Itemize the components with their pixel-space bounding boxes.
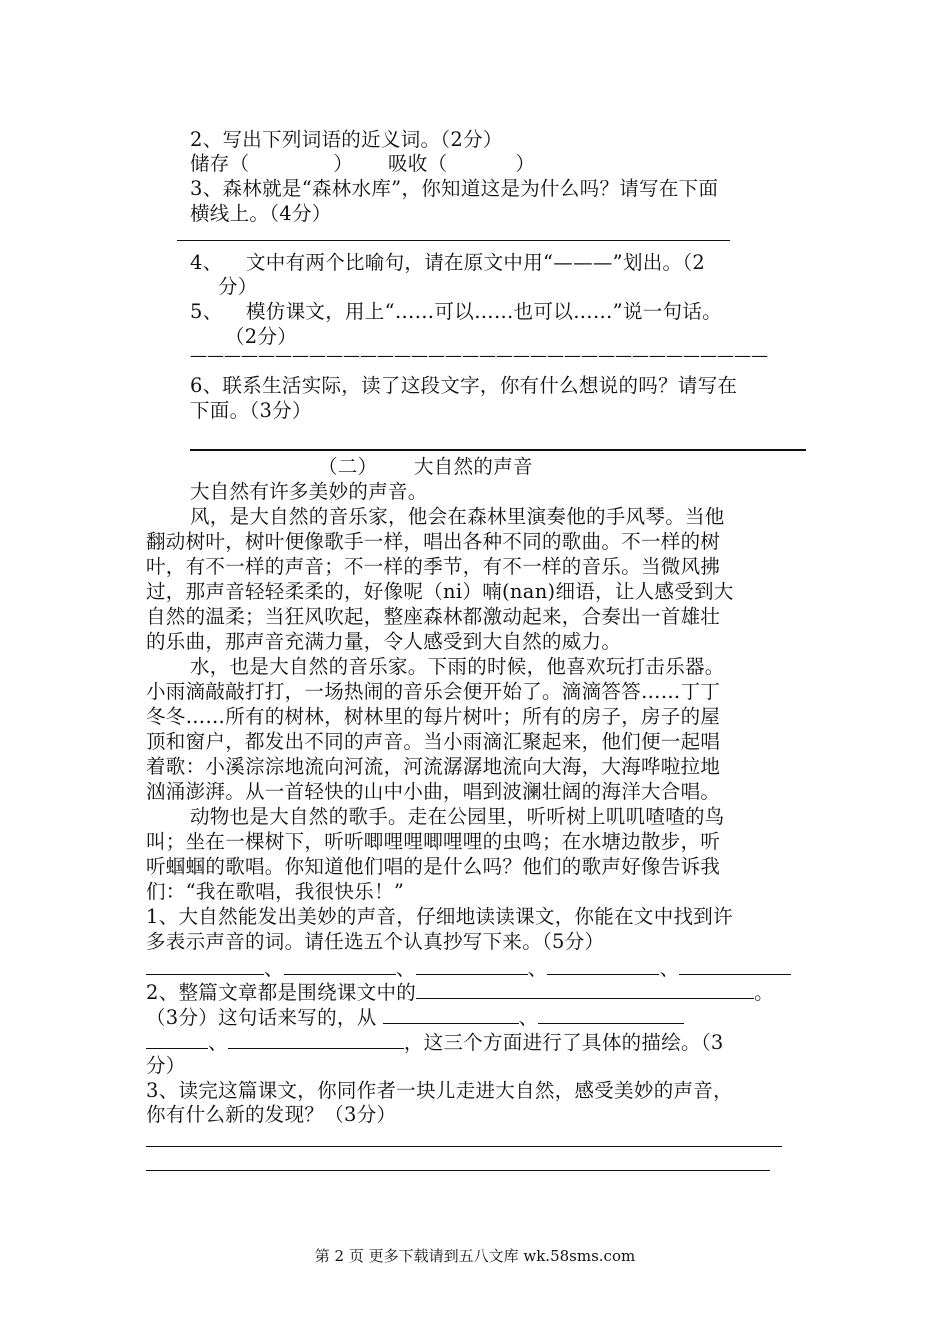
passage-line: 的乐曲，那声音充满力量，令人感受到大自然的威力。 [146, 630, 622, 653]
q2-word1 [190, 151, 353, 177]
q5-tail: （2分） [225, 325, 298, 348]
p2-q2-line3 [146, 1028, 724, 1056]
q2-close2: ） [515, 152, 536, 175]
separator: 、 [264, 957, 284, 980]
page-footer: 第 2 页 更多下载请到五八文库 wk.58sms.com [314, 1247, 636, 1265]
p2-q2-text: 2、整篇文章都是围绕课文中的 [146, 981, 417, 1004]
q3-answer-line[interactable] [177, 240, 730, 241]
passage-line: 大自然有许多美妙的声音。 [190, 480, 428, 503]
aspect-blank-2a[interactable] [538, 1003, 684, 1024]
p2-q1-line2: 多表示声音的词。请任选五个认真抄写下来。（5分） [146, 930, 605, 953]
p2-q2-text2: （3分）这句话来写的，从 [146, 1006, 377, 1029]
q3-line2: 横线上。（4分） [190, 202, 332, 225]
passage-line: 自然的温柔；当狂风吹起，整座森林都激动起来，合奏出一首雄壮 [146, 605, 721, 628]
passage-line: 动物也是大自然的歌手。走在公园里，听听树上叽叽喳喳的鸟 [190, 805, 725, 828]
q2-close1: ） [333, 152, 354, 175]
q6-answer-line[interactable] [190, 449, 806, 451]
answer-blank-3[interactable] [416, 954, 528, 975]
passage-line: 过，那声音轻轻柔柔的，好像呢（ni）喃(nan)细语，让人感受到大 [146, 580, 734, 603]
answer-blank-5[interactable] [679, 954, 791, 975]
passage-line: 叶，有不一样的声音；不一样的季节，有不一样的音乐。当微风拂 [146, 555, 721, 578]
theme-sentence-blank[interactable] [416, 978, 754, 999]
answer-blank-2[interactable] [284, 954, 396, 975]
passage-line: 汹涌澎湃。从一首轻快的山中小曲，唱到波澜壮阔的海洋大合唱。 [146, 780, 721, 803]
q5-answer-dashes[interactable]: —————————————————————————————————— [190, 346, 768, 366]
q2-title: 2、写出下列词语的近义词。（2分） [190, 128, 503, 151]
p2-q3-line1: 3、读完这篇课文，你同作者一块儿走进大自然，感受美妙的声音， [146, 1079, 733, 1102]
p2-q3-line2: 你有什么新的发现？（3分） [146, 1103, 397, 1126]
q5-text: 模仿课文，用上“……可以……也可以……”说一句话。 [246, 300, 722, 323]
passage-line: 冬冬……所有的树林，树林里的每片树叶；所有的房子，房子的屋 [146, 705, 721, 728]
aspect-blank-3[interactable] [228, 1028, 404, 1049]
p2-q2-period: 。 [754, 981, 774, 1004]
passage-line: 们：“我在歌唱，我很快乐！” [146, 880, 405, 903]
p2-q2-line1 [146, 978, 774, 1006]
passage-line: 翻动树叶，树叶便像歌手一样，唱出各种不同的歌曲。不一样的树 [146, 530, 721, 553]
answer-blank-4[interactable] [547, 954, 659, 975]
p2-q2-tail: ，这三个方面进行了具体的描绘。（3 [403, 1031, 724, 1054]
section-number: （二） [318, 455, 378, 478]
passage-line: 顶和窗户，都发出不同的声音。当小雨滴汇聚起来，他们便一起唱 [146, 730, 721, 753]
p2-q2-line2 [146, 1003, 684, 1031]
q4-num: 4、 [190, 251, 223, 274]
separator: 、 [527, 957, 548, 980]
q3-line1: 3、森林就是“森林水库”，你知道这是为什么吗？请写在下面 [190, 177, 719, 200]
p2-q3-answer-line-1[interactable] [146, 1146, 782, 1147]
separator: 、 [659, 957, 680, 980]
passage-line: 叫；坐在一棵树下，听听唧哩哩唧哩哩的虫鸣；在水塘边散步，听 [146, 830, 721, 853]
q2-word2-label: 吸收（ [388, 152, 448, 175]
q2-word2 [388, 151, 535, 177]
answer-blank-1[interactable] [146, 954, 264, 975]
p2-q2-line4: 分） [146, 1054, 186, 1077]
separator: 、 [395, 957, 416, 980]
passage-line: 小雨滴敲敲打打，一场热闹的音乐会便开始了。滴滴答答……丁丁 [146, 680, 721, 703]
aspect-blank-2b[interactable] [146, 1028, 208, 1049]
passage-line: 风，是大自然的音乐家，他会在森林里演奏他的手风琴。当他 [190, 505, 725, 528]
q6-line2: 下面。（3分） [190, 399, 312, 422]
section-title: 大自然的声音 [414, 455, 533, 478]
separator: 、 [208, 1031, 228, 1054]
q6-line1: 6、联系生活实际，读了这段文字，你有什么想说的吗？请写在 [190, 374, 738, 397]
q5-num: 5、 [190, 300, 223, 323]
q4-tail: 分） [218, 275, 258, 298]
p2-q3-answer-line-2[interactable] [146, 1170, 770, 1171]
passage-line: 着歌：小溪淙淙地流向河流，河流潺潺地流向大海，大海哗啦拉地 [146, 755, 721, 778]
q4-text: 文中有两个比喻句，请在原文中用“———”划出。（2 [246, 251, 706, 274]
passage-line: 听蝈蝈的歌唱。你知道他们唱的是什么吗？他们的歌声好像告诉我 [146, 855, 721, 878]
aspect-blank-1[interactable] [383, 1003, 519, 1024]
passage-line: 水，也是大自然的音乐家。下雨的时候，他喜欢玩打击乐器。 [190, 655, 725, 678]
p2-q1-line1: 1、大自然能发出美妙的声音，仔细地读读课文，你能在文中找到许 [146, 905, 733, 928]
separator: 、 [518, 1006, 539, 1029]
q2-word1-label: 储存（ [190, 152, 250, 175]
